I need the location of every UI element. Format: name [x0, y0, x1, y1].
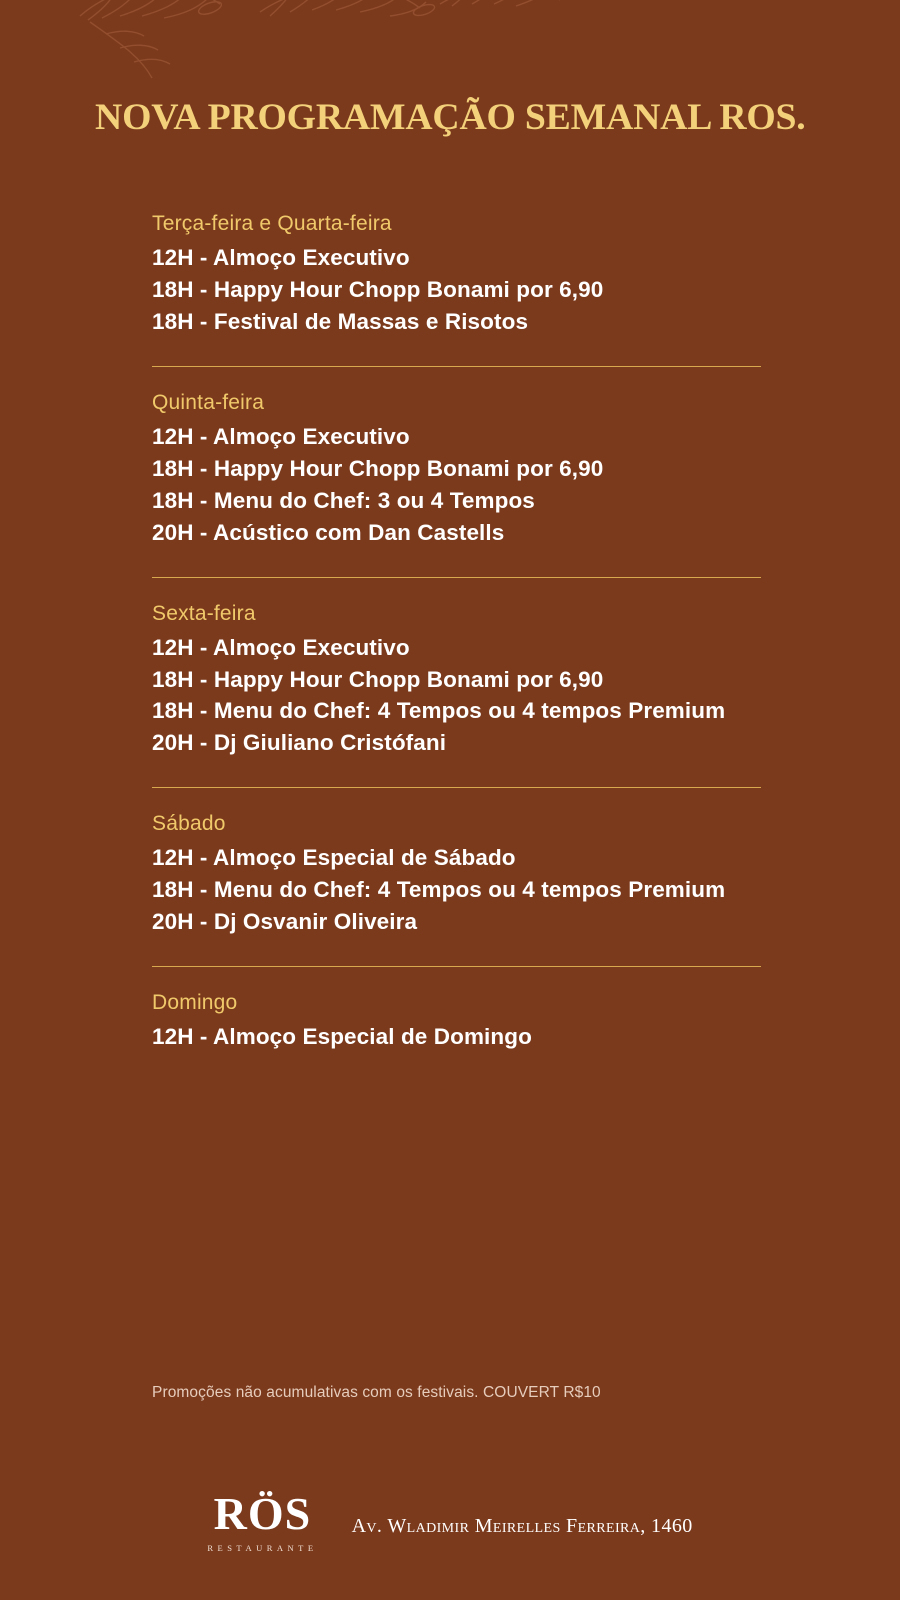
- day-heading: Sábado: [152, 812, 226, 836]
- divider: [152, 577, 761, 578]
- schedule-item: 12H - Almoço Executivo: [152, 423, 410, 449]
- day-heading: Quinta-feira: [152, 390, 265, 414]
- brand-logo: [207, 1487, 318, 1553]
- schedule-item: 12H - Almoço Especial de Domingo: [152, 1024, 532, 1050]
- logo-wordmark: RÖS: [213, 1487, 312, 1539]
- schedule-item: 18H - Menu do Chef: 4 Tempos ou 4 tempos Premium: [152, 698, 726, 724]
- schedule-item: 18H - Menu do Chef: 3 ou 4 Tempos: [152, 487, 535, 513]
- footer: [0, 1487, 900, 1553]
- page-title-container: [0, 96, 900, 139]
- schedule-item: 18H - Happy Hour Chopp Bonami por 6,90: [152, 666, 604, 692]
- schedule-block-sexta: [152, 602, 792, 762]
- schedule-item: 20H - Dj Osvanir Oliveira: [152, 909, 418, 935]
- divider: [152, 787, 761, 788]
- schedule-block-quinta: [152, 391, 792, 551]
- schedule-item: 12H - Almoço Especial de Sábado: [152, 845, 516, 871]
- schedule-item: 12H - Almoço Executivo: [152, 245, 410, 270]
- schedule-item: 20H - Dj Giuliano Cristófani: [152, 730, 447, 756]
- day-heading: Domingo: [152, 991, 238, 1015]
- schedule-block-sabado: [152, 812, 792, 940]
- schedule-block-domingo: [152, 991, 792, 1055]
- divider: [152, 966, 761, 967]
- schedule-item: 12H - Almoço Executivo: [152, 634, 410, 660]
- day-heading: Terça-feira e Quarta-feira: [152, 212, 392, 235]
- divider: [152, 366, 761, 367]
- schedule-item: 18H - Happy Hour Chopp Bonami por 6,90: [152, 276, 604, 302]
- day-heading: Sexta-feira: [152, 601, 256, 625]
- schedule-block-terca-quarta: [152, 212, 792, 340]
- schedule-item: 20H - Acústico com Dan Castells: [152, 519, 505, 545]
- weekly-schedule: [152, 212, 792, 1055]
- schedule-item: 18H - Happy Hour Chopp Bonami por 6,90: [152, 455, 604, 481]
- logo-subtitle: RESTAURANTE: [207, 1542, 318, 1553]
- schedule-item: 18H - Menu do Chef: 4 Tempos ou 4 tempos Premium: [152, 877, 726, 903]
- address-text: Av. Wladimir Meirelles Ferreira, 1460: [351, 1515, 693, 1537]
- botanical-decoration-icon: [60, 0, 580, 96]
- schedule-item: 18H - Festival de Massas e Risotos: [152, 308, 529, 334]
- page-title: NOVA PROGRAMAÇÃO SEMANAL ROS.: [94, 97, 806, 138]
- promotions-footnote: Promoções não acumulativas com os festivais. COUVERT R$10: [152, 1384, 601, 1401]
